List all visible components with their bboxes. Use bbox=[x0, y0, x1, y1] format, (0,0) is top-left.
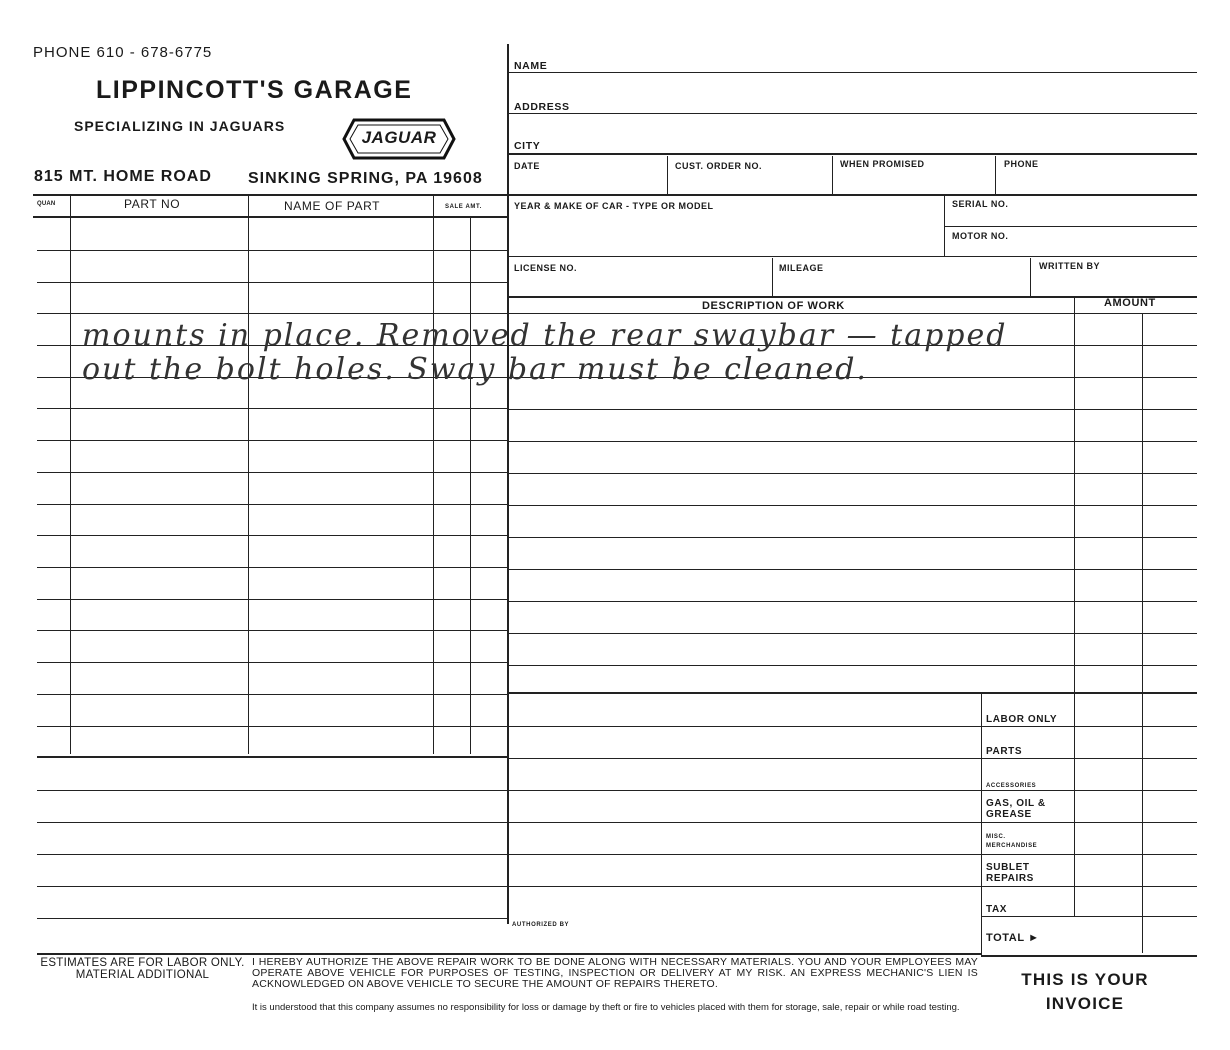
rule bbox=[667, 156, 668, 194]
part-no-header: PART NO bbox=[124, 197, 181, 211]
rule bbox=[1030, 258, 1031, 296]
rule bbox=[70, 196, 71, 754]
tax-label: TAX bbox=[986, 904, 1008, 915]
rule bbox=[37, 282, 507, 283]
jaguar-logo bbox=[342, 118, 456, 160]
rule bbox=[507, 296, 1197, 298]
license-label: LICENSE NO. bbox=[514, 263, 578, 273]
rule bbox=[37, 567, 507, 568]
name-label: NAME bbox=[514, 60, 548, 72]
rule bbox=[33, 194, 507, 196]
rule bbox=[507, 886, 1197, 887]
labor-only-label: LABOR ONLY bbox=[986, 714, 1058, 725]
rule bbox=[37, 822, 507, 823]
parts-total-label: PARTS bbox=[986, 746, 1023, 757]
cust-order-label: CUST. ORDER NO. bbox=[675, 161, 763, 171]
rule bbox=[507, 822, 1197, 823]
rule bbox=[507, 665, 1197, 666]
phone-field-label: PHONE bbox=[1004, 159, 1039, 169]
motor-label: MOTOR NO. bbox=[952, 231, 1009, 241]
street-address: 815 MT. HOME ROAD bbox=[34, 168, 212, 185]
total-label: TOTAL ► bbox=[986, 932, 1040, 944]
rule bbox=[507, 569, 1197, 570]
rule bbox=[37, 599, 507, 600]
rule bbox=[507, 726, 1197, 727]
description-header: DESCRIPTION OF WORK bbox=[702, 300, 845, 312]
invoice-note: THIS IS YOUR INVOICE bbox=[1021, 970, 1149, 1013]
rule bbox=[507, 633, 1197, 634]
rule bbox=[944, 226, 1197, 227]
rule bbox=[507, 153, 1197, 155]
amount-header: AMOUNT bbox=[1104, 297, 1156, 309]
rule bbox=[37, 918, 507, 919]
rule bbox=[507, 692, 1197, 694]
phone-line: PHONE 610 - 678-6775 bbox=[33, 44, 213, 61]
rule bbox=[37, 630, 507, 631]
rule bbox=[507, 113, 1197, 114]
rule bbox=[507, 409, 1197, 410]
rule bbox=[433, 196, 434, 754]
date-label: DATE bbox=[514, 161, 540, 171]
authorization-text: I HEREBY AUTHORIZE THE ABOVE REPAIR WORK TO BE DONE ALONG WITH NECESSARY MATERIALS. YOU AND YOUR EMPLOYEES MAY OPERATE ABOVE VEHICLE FOR PURPOSES OF TESTING, INSPECTION OR DELIVERY AT MY RISK. AN EXPRESS MECHANIC'S LIEN IS ACKNOWLEDGED ON ABOVE VEHICLE TO SECURE THE AMOUNT OF REPAIRS THERETO. bbox=[252, 956, 978, 991]
rule bbox=[37, 313, 507, 314]
disclaimer-text: It is understood that this company assumes no responsibility for loss or damage by theft or fire to vehicles placed with them for storage, sale, repair or while road testing. bbox=[252, 1002, 960, 1013]
rule bbox=[37, 953, 981, 955]
jaguar-logo-text: JAGUAR bbox=[361, 128, 437, 147]
city-label: CITY bbox=[514, 140, 541, 152]
rule bbox=[37, 440, 507, 441]
rule bbox=[507, 72, 1197, 73]
rule bbox=[832, 156, 833, 194]
rule bbox=[37, 472, 507, 473]
address-label: ADDRESS bbox=[514, 101, 570, 113]
specialty-line: SPECIALIZING IN JAGUARS bbox=[74, 118, 286, 134]
mileage-label: MILEAGE bbox=[779, 263, 824, 273]
sale-amt-header: SALE AMT. bbox=[445, 204, 482, 210]
written-by-label: WRITTEN BY bbox=[1039, 261, 1100, 271]
rule bbox=[37, 886, 507, 887]
rule bbox=[37, 408, 507, 409]
rule bbox=[507, 473, 1197, 474]
rule bbox=[37, 756, 507, 758]
rule bbox=[248, 196, 249, 754]
rule bbox=[507, 601, 1197, 602]
rule bbox=[1074, 296, 1075, 916]
rule bbox=[37, 726, 507, 727]
main-divider bbox=[507, 44, 509, 924]
rule bbox=[507, 441, 1197, 442]
rule bbox=[507, 256, 1197, 257]
rule bbox=[37, 250, 507, 251]
rule bbox=[981, 955, 1197, 957]
gas-oil-label: GAS, OIL & GREASE bbox=[986, 798, 1046, 820]
rule bbox=[37, 790, 507, 791]
rule bbox=[507, 194, 1197, 196]
rule bbox=[507, 537, 1197, 538]
when-promised-label: WHEN PROMISED bbox=[840, 159, 925, 169]
rule bbox=[507, 790, 1197, 791]
rule bbox=[507, 758, 1197, 759]
rule bbox=[507, 854, 1197, 855]
rule bbox=[37, 504, 507, 505]
estimates-note: ESTIMATES ARE FOR LABOR ONLY. MATERIAL ADDITIONAL bbox=[40, 957, 245, 981]
company-name: LIPPINCOTT'S GARAGE bbox=[96, 76, 413, 104]
rule bbox=[507, 313, 1197, 314]
rule bbox=[37, 662, 507, 663]
handwritten-line-1: mounts in place. Removed the rear swaybar — tapped bbox=[82, 318, 1008, 353]
rule bbox=[944, 194, 945, 256]
handwritten-line-2: out the bolt holes. Sway bar must be cleaned. bbox=[82, 352, 868, 387]
rule bbox=[470, 218, 471, 754]
authorized-by-label: AUTHORIZED BY bbox=[512, 922, 570, 928]
serial-label: SERIAL NO. bbox=[952, 199, 1009, 209]
rule bbox=[37, 694, 507, 695]
name-of-part-header: NAME OF PART bbox=[284, 199, 381, 213]
quan-header: QUAN bbox=[37, 201, 56, 207]
rule bbox=[772, 258, 773, 296]
misc-label: MISC. MERCHANDISE bbox=[986, 834, 1038, 849]
sublet-label: SUBLET REPAIRS bbox=[986, 862, 1034, 884]
rule bbox=[37, 854, 507, 855]
accessories-label: ACCESSORIES bbox=[986, 783, 1037, 789]
rule bbox=[1142, 313, 1143, 953]
car-label: YEAR & MAKE OF CAR - TYPE OR MODEL bbox=[514, 201, 714, 211]
rule bbox=[995, 156, 996, 194]
rule bbox=[33, 216, 507, 218]
city-state-zip: SINKING SPRING, PA 19608 bbox=[248, 170, 483, 187]
rule bbox=[507, 505, 1197, 506]
rule bbox=[37, 535, 507, 536]
rule bbox=[981, 916, 1197, 917]
